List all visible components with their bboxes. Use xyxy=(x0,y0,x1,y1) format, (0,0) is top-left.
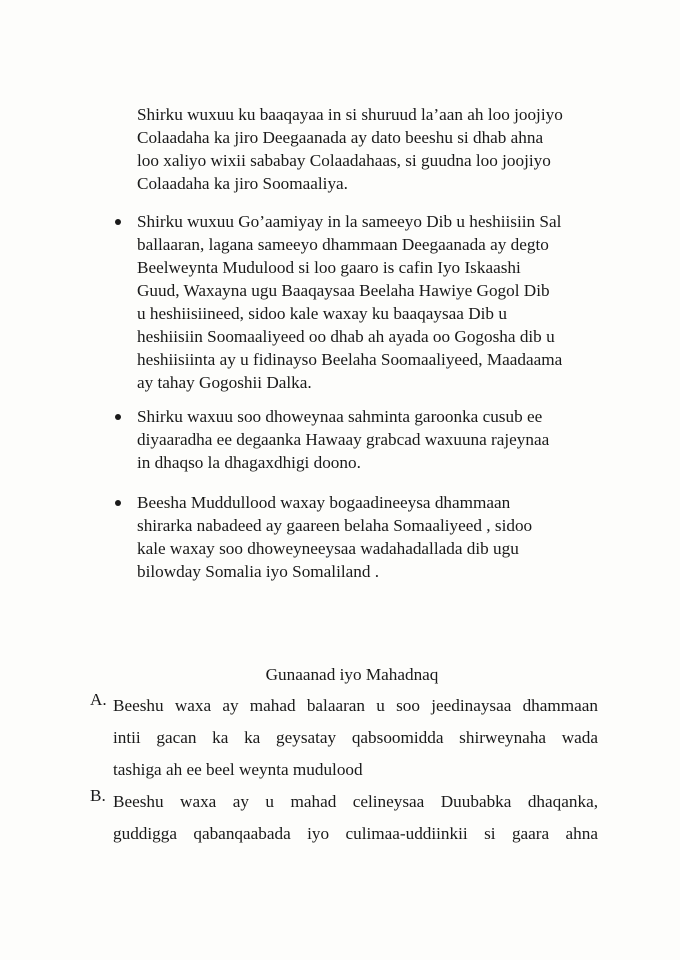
bullet-icon xyxy=(115,219,121,225)
list-item-a xyxy=(90,690,598,786)
text-line: kale waxay soo dhoweyneeysaa wadahadallada dib ugu xyxy=(137,539,519,558)
section-heading: Gunaanad iyo Mahadnaq xyxy=(265,665,439,684)
text-line: Colaadaha ka jiro Soomaaliya. xyxy=(137,174,348,193)
bullet-item xyxy=(137,405,607,474)
text-line: bilowday Somalia iyo Somaliland . xyxy=(137,562,380,581)
text-line: ay tahay Gogoshii Dalka. xyxy=(137,373,312,392)
text-line: intii gacan ka ka geysatay qabsoomidda shirweynaha wada xyxy=(113,728,598,747)
text-line: Beeshu waxa ay mahad balaaran u soo jeedinaysaa dhammaan xyxy=(113,696,598,715)
text-line: heshiisiin Soomaaliyeed oo dhab ah ayada oo Gogosha dib u xyxy=(137,327,555,346)
text-line: loo xaliyo wixii sababay Colaadahaas, si guudna loo joojiyo xyxy=(137,151,551,170)
text-line: diyaaradha ee degaanka Hawaay grabcad waxuuna rajeynaa xyxy=(137,430,550,449)
text-line: u heshiisiineed, sidoo kale waxay ku baaqaysaa Dib u xyxy=(137,304,507,323)
text-line: Beelweynta Mudulood si loo gaaro is cafin Iyo Iskaashi xyxy=(137,258,521,277)
bullet-item xyxy=(137,491,607,583)
intro-paragraph xyxy=(137,103,607,195)
bullet-item xyxy=(137,210,607,394)
text-line: Guud, Waxayna ugu Baaqaysaa Beelaha Hawiye Gogol Dib xyxy=(137,281,550,300)
text-line: heshiisiinta ay u fidinayso Beelaha Soomaaliyeed, Maadaama xyxy=(137,350,563,369)
text-line: Shirku wuxuu Go’aamiyay in la sameeyo Dib u heshiisiin Sal xyxy=(137,212,562,231)
text-line: tashiga ah ee beel weynta mudulood xyxy=(113,760,363,779)
text-line: Shirku waxuu soo dhoweynaa sahminta garoonka cusub ee xyxy=(137,407,543,426)
text-line: Beeshu waxa ay u mahad celineysaa Duubabka dhaqanka, xyxy=(113,792,598,811)
text-line: Colaadaha ka jiro Deegaanada ay dato beeshu si dhab ahna xyxy=(137,128,544,147)
text-line: guddigga qabanqaabada iyo culimaa-uddiinkii si gaara ahna xyxy=(113,824,598,843)
list-marker: A. xyxy=(90,690,107,709)
text-line: ballaaran, lagana sameeyo dhammaan Deegaanada ay degto xyxy=(137,235,549,254)
text-line: in dhaqso la dhagaxdhigi doono. xyxy=(137,453,361,472)
text-line: shirarka nabadeed ay gaareen belaha Somaaliyeed , sidoo xyxy=(137,516,533,535)
bullet-icon xyxy=(115,414,121,420)
list-marker: B. xyxy=(90,786,106,805)
text-line: Shirku wuxuu ku baaqayaa in si shuruud la’aan ah loo joojiyo xyxy=(137,105,563,124)
bullet-icon xyxy=(115,500,121,506)
list-item-b xyxy=(90,786,598,850)
text-line: Beesha Muddullood waxay bogaadineeysa dhammaan xyxy=(137,493,511,512)
